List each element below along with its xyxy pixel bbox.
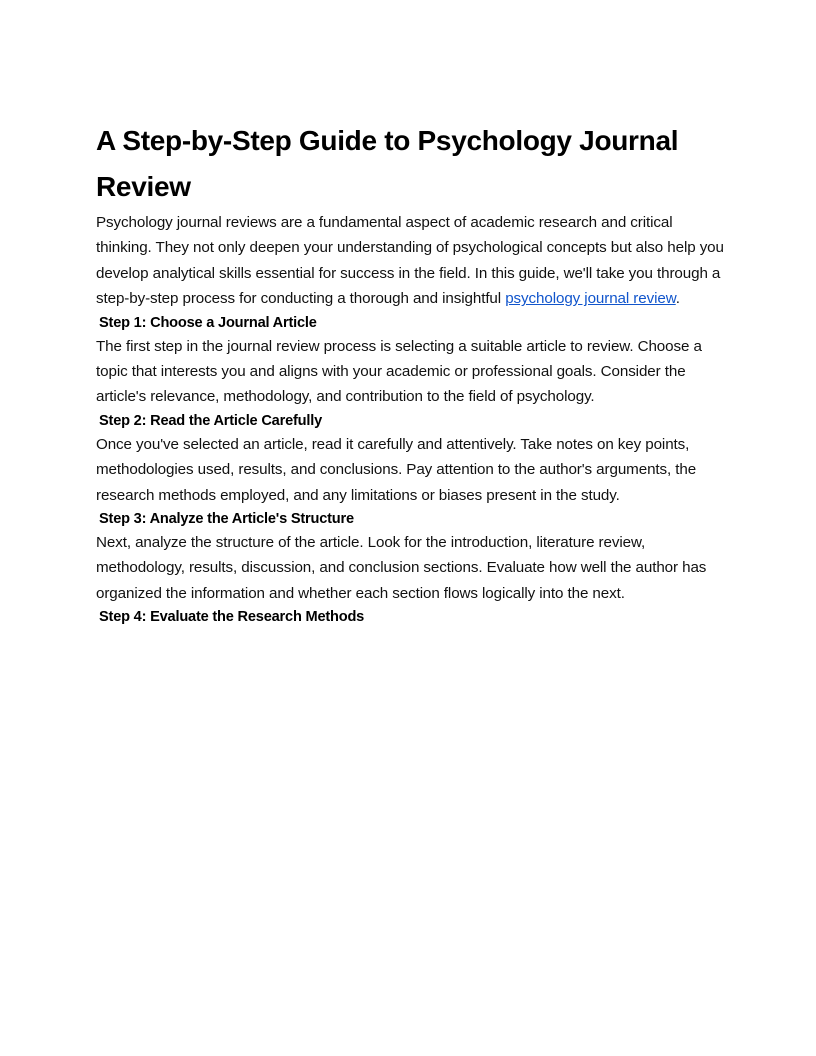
intro-text: Psychology journal reviews are a fundamental aspect of academic research and critical thinking. They not only deepen your understanding of psychological concepts but also help you develop analytical skills essential for success in the field. In this guide, we'll take you through a step-by-step process for conducting a thorough and insightful [96, 214, 724, 308]
step-2-body: Once you've selected an article, read it carefully and attentively. Take notes on key points, methodologies used, results, and conclusions. Pay attention to the author's arguments, the research methods employed, and any limitations or biases present in the study. [96, 435, 697, 504]
intro-text-end: . [675, 290, 680, 308]
step-3-body: Next, analyze the structure of the article. Look for the introduction, literature review, methodology, results, discussion, and conclusion sections. Evaluate how well the author has organized the information and whether each section flows logically into the next. [96, 534, 707, 602]
step-3-heading: Step 3: Analyze the Article's Structure [99, 511, 354, 528]
step-4-heading: Step 4: Evaluate the Research Methods [99, 609, 365, 626]
psychology-journal-review-link[interactable]: psychology journal review [505, 290, 676, 308]
page-title: A Step-by-Step Guide to Psychology Journal Review [96, 125, 679, 202]
step-1-heading: Step 1: Choose a Journal Article [99, 314, 317, 331]
step-1-body: The first step in the journal review process is selecting a suitable article to review. Choose a topic that interests you and aligns with your academic or professional goals. Consider the article's relevance, methodology, and contribution to the field of psychology. [96, 337, 702, 406]
step-2-heading: Step 2: Read the Article Carefully [99, 412, 322, 429]
document-page [96, 118, 724, 628]
intro-paragraph [96, 210, 724, 312]
